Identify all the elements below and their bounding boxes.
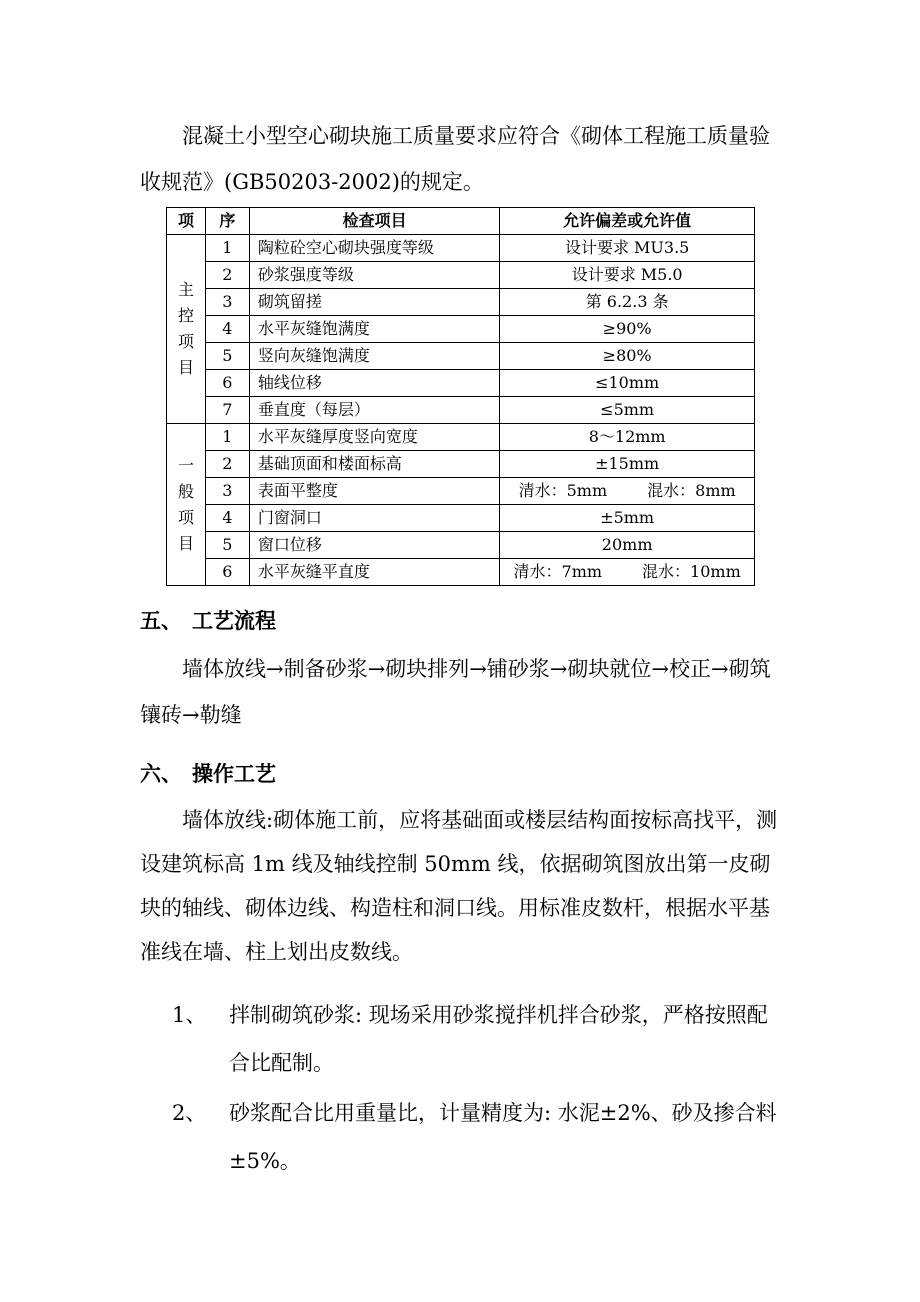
table-row bbox=[167, 262, 755, 289]
section-heading-process bbox=[140, 605, 276, 635]
table-header-row bbox=[167, 208, 755, 235]
value-clear: 清水：5mm bbox=[518, 481, 608, 500]
row-value bbox=[500, 478, 755, 505]
category-char: 主 bbox=[177, 280, 194, 299]
row-no: 3 bbox=[205, 289, 249, 316]
row-no: 3 bbox=[205, 478, 249, 505]
header-tolerance: 允许偏差或允许值 bbox=[500, 208, 755, 235]
list-item bbox=[172, 1089, 784, 1185]
row-item: 砌筑留搓 bbox=[249, 289, 499, 316]
row-no: 4 bbox=[205, 505, 249, 532]
row-value: ≥80% bbox=[500, 343, 755, 370]
row-value: 第 6.2.3 条 bbox=[500, 289, 755, 316]
category-char: 控 bbox=[177, 306, 194, 325]
list-item-number: 1、 bbox=[172, 1003, 207, 1027]
section-number: 六、 bbox=[140, 762, 182, 786]
table-row bbox=[167, 370, 755, 397]
header-category: 项 bbox=[167, 208, 206, 235]
row-value: 设计要求 M5.0 bbox=[500, 262, 755, 289]
row-no: 5 bbox=[205, 532, 249, 559]
row-item: 垂直度（每层） bbox=[249, 397, 499, 424]
row-item: 砂浆强度等级 bbox=[249, 262, 499, 289]
row-item: 表面平整度 bbox=[249, 478, 499, 505]
category-char: 般 bbox=[177, 481, 194, 501]
row-no: 7 bbox=[205, 397, 249, 424]
row-no: 6 bbox=[205, 559, 249, 586]
row-item: 水平灰缝平直度 bbox=[249, 559, 499, 586]
header-item: 检查项目 bbox=[249, 208, 499, 235]
category-main bbox=[167, 235, 206, 424]
category-char: 一 bbox=[177, 455, 194, 475]
table-row bbox=[167, 316, 755, 343]
table-row bbox=[167, 424, 755, 451]
list-item-text: 砂浆配合比用重量比，计量精度为: 水泥±2%、砂及掺合料±5%。 bbox=[229, 1101, 777, 1173]
row-item: 窗口位移 bbox=[249, 532, 499, 559]
row-value: ≥90% bbox=[500, 316, 755, 343]
row-item: 陶粒砼空心砌块强度等级 bbox=[249, 235, 499, 262]
category-char: 目 bbox=[177, 358, 194, 377]
row-value: 8～12mm bbox=[500, 424, 755, 451]
value-clear: 清水：7mm bbox=[513, 562, 603, 581]
row-no: 6 bbox=[205, 370, 249, 397]
row-value: ±5mm bbox=[500, 505, 755, 532]
table-row bbox=[167, 397, 755, 424]
row-no: 5 bbox=[205, 343, 249, 370]
row-item: 基础顶面和楼面标高 bbox=[249, 451, 499, 478]
category-general bbox=[167, 424, 206, 586]
section-number: 五、 bbox=[140, 609, 182, 633]
category-char: 目 bbox=[177, 533, 194, 553]
quality-table bbox=[166, 207, 755, 586]
row-value: 设计要求 MU3.5 bbox=[500, 235, 755, 262]
row-no: 2 bbox=[205, 451, 249, 478]
row-value: ≤10mm bbox=[500, 370, 755, 397]
section-title: 工艺流程 bbox=[192, 609, 276, 633]
category-char: 项 bbox=[177, 507, 194, 527]
row-no: 1 bbox=[205, 235, 249, 262]
list-item-text: 拌制砌筑砂浆: 现场采用砂浆搅拌机拌合砂浆，严格按照配合比配制。 bbox=[229, 1003, 768, 1075]
row-no: 4 bbox=[205, 316, 249, 343]
table-row bbox=[167, 505, 755, 532]
row-item: 水平灰缝厚度竖向宽度 bbox=[249, 424, 499, 451]
category-char: 项 bbox=[177, 332, 194, 351]
list-item bbox=[172, 991, 784, 1087]
table-row bbox=[167, 289, 755, 316]
list-item-number: 2、 bbox=[172, 1101, 207, 1125]
intro-paragraph: 混凝土小型空心砌块施工质量要求应符合《砌体工程施工质量验收规范》(GB50203-2002)的规定。 bbox=[140, 124, 770, 194]
row-value: 20mm bbox=[500, 532, 755, 559]
table-row bbox=[167, 235, 755, 262]
row-value bbox=[500, 559, 755, 586]
header-seq: 序 bbox=[205, 208, 249, 235]
row-no: 1 bbox=[205, 424, 249, 451]
value-mixed: 混水：8mm bbox=[647, 481, 736, 500]
row-item: 门窗洞口 bbox=[249, 505, 499, 532]
layout-paragraph: 墙体放线:砌体施工前，应将基础面或楼层结构面按标高找平，测设建筑标高 1m 线及轴线控制 50mm 线，依据砌筑图放出第一皮砌块的轴线、砌体边线、构造柱和洞口线。用标准皮数杆，根据水平基准线在墙、柱上划出皮数线。 bbox=[140, 808, 778, 964]
row-value: ±15mm bbox=[500, 451, 755, 478]
value-mixed: 混水：10mm bbox=[642, 562, 741, 581]
row-item: 轴线位移 bbox=[249, 370, 499, 397]
row-item: 水平灰缝饱满度 bbox=[249, 316, 499, 343]
section-title: 操作工艺 bbox=[192, 762, 276, 786]
table-row bbox=[167, 343, 755, 370]
section-heading-operation bbox=[140, 758, 276, 788]
row-item: 竖向灰缝饱满度 bbox=[249, 343, 499, 370]
row-no: 2 bbox=[205, 262, 249, 289]
table-row bbox=[167, 532, 755, 559]
process-flow: 墙体放线→制备砂浆→砌块排列→铺砂浆→砌块就位→校正→砌筑镶砖→勒缝 bbox=[140, 657, 771, 727]
table-row bbox=[167, 451, 755, 478]
table-row bbox=[167, 478, 755, 505]
row-value: ≤5mm bbox=[500, 397, 755, 424]
table-row bbox=[167, 559, 755, 586]
